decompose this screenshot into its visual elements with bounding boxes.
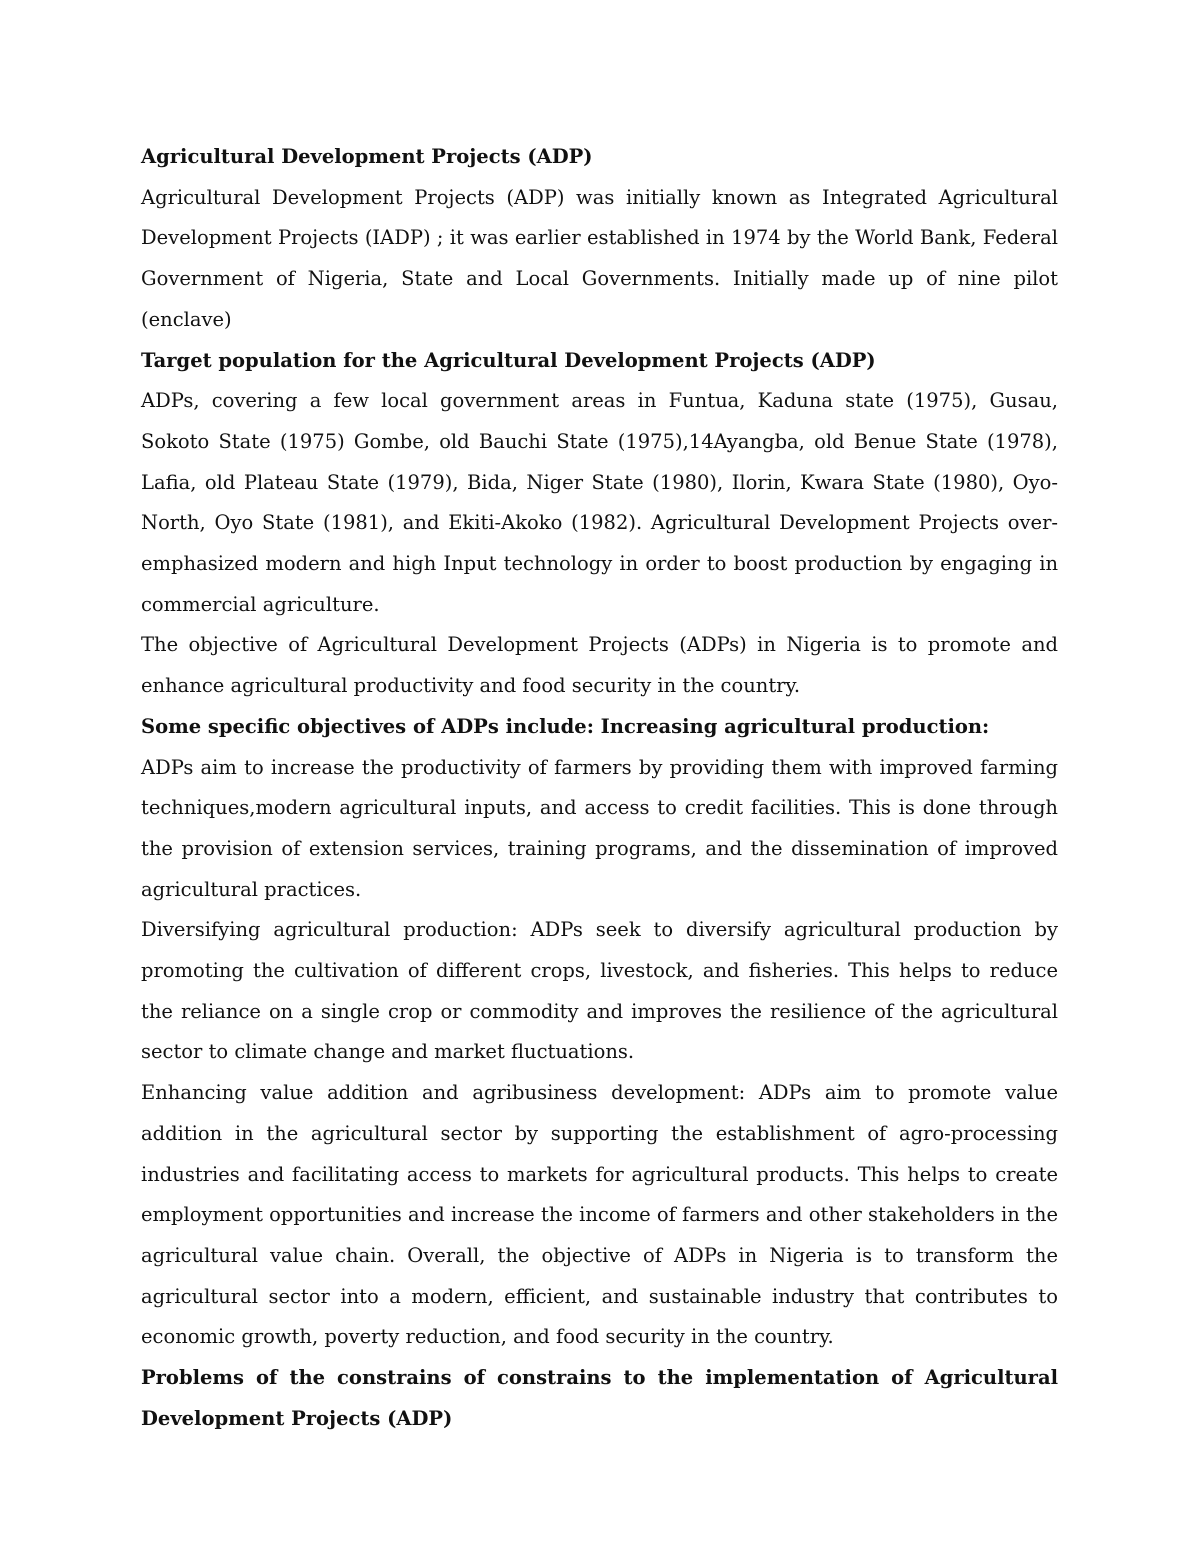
- paragraph-diversifying-production: Diversifying agricultural production: ADPs seek to diversify agricultural production by promoting the cultivation of different crops, livestock, and fisheries. This helps to reduce the reliance on a single crop or commodity and improves the resilience of the agricultural sector to climate change and market fluctuations.: [141, 918, 1058, 1064]
- paragraph-increasing-production: ADPs aim to increase the productivity of farmers by providing them with improved farming techniques,modern agricultural inputs, and access to credit facilities. This is done through the provision of extension services, training programs, and the dissemination of improved agricultural practices.: [141, 755, 1058, 901]
- paragraph-adp-objective: The objective of Agricultural Development Projects (ADPs) in Nigeria is to promote and enhance agricultural productivity and food security in the country.: [141, 633, 1058, 698]
- section-heading-adp: Agricultural Development Projects (ADP): [141, 145, 593, 168]
- section-heading-specific-objectives: Some specific objectives of ADPs include: Increasing agricultural production:: [141, 714, 990, 738]
- section-heading-problems: Problems of the constrains of constrains to the implementation of Agricultural Development Projects (ADP): [141, 1366, 1058, 1430]
- section-heading-target-population: Target population for the Agricultural Development Projects (ADP): [141, 348, 876, 372]
- paragraph-adp-history: Agricultural Development Projects (ADP) was initially known as Integrated Agricultural Development Projects (IADP) ; it was earlier established in 1974 by the World Bank, Federal Government of Nigeria, State and Local Governments. Initially made up of nine pilot (enclave): [141, 185, 1058, 331]
- document-page: [141, 137, 1058, 1440]
- paragraph-value-addition: Enhancing value addition and agribusiness development: ADPs aim to promote value addition in the agricultural sector by supporting the establishment of agro-processing industries and facilitating access to markets for agricultural products. This helps to create employment opportunities and increase the income of farmers and other stakeholders in the agricultural value chain. Overall, the objective of ADPs in Nigeria is to transform the agricultural sector into a modern, efficient, and sustainable industry that contributes to economic growth, poverty reduction, and food security in the country.: [141, 1081, 1058, 1349]
- paragraph-adp-locations: ADPs, covering a few local government areas in Funtua, Kaduna state (1975), Gusau, Sokoto State (1975) Gombe, old Bauchi State (1975),14Ayangba, old Benue State (1978), Lafia, old Plateau State (1979), Bida, Niger State (1980), Ilorin, Kwara State (1980), Oyo-North, Oyo State (1981), and Ekiti-Akoko (1982). Agricultural Development Projects over-emphasized modern and high Input technology in order to boost production by engaging in commercial agriculture.: [141, 389, 1058, 616]
